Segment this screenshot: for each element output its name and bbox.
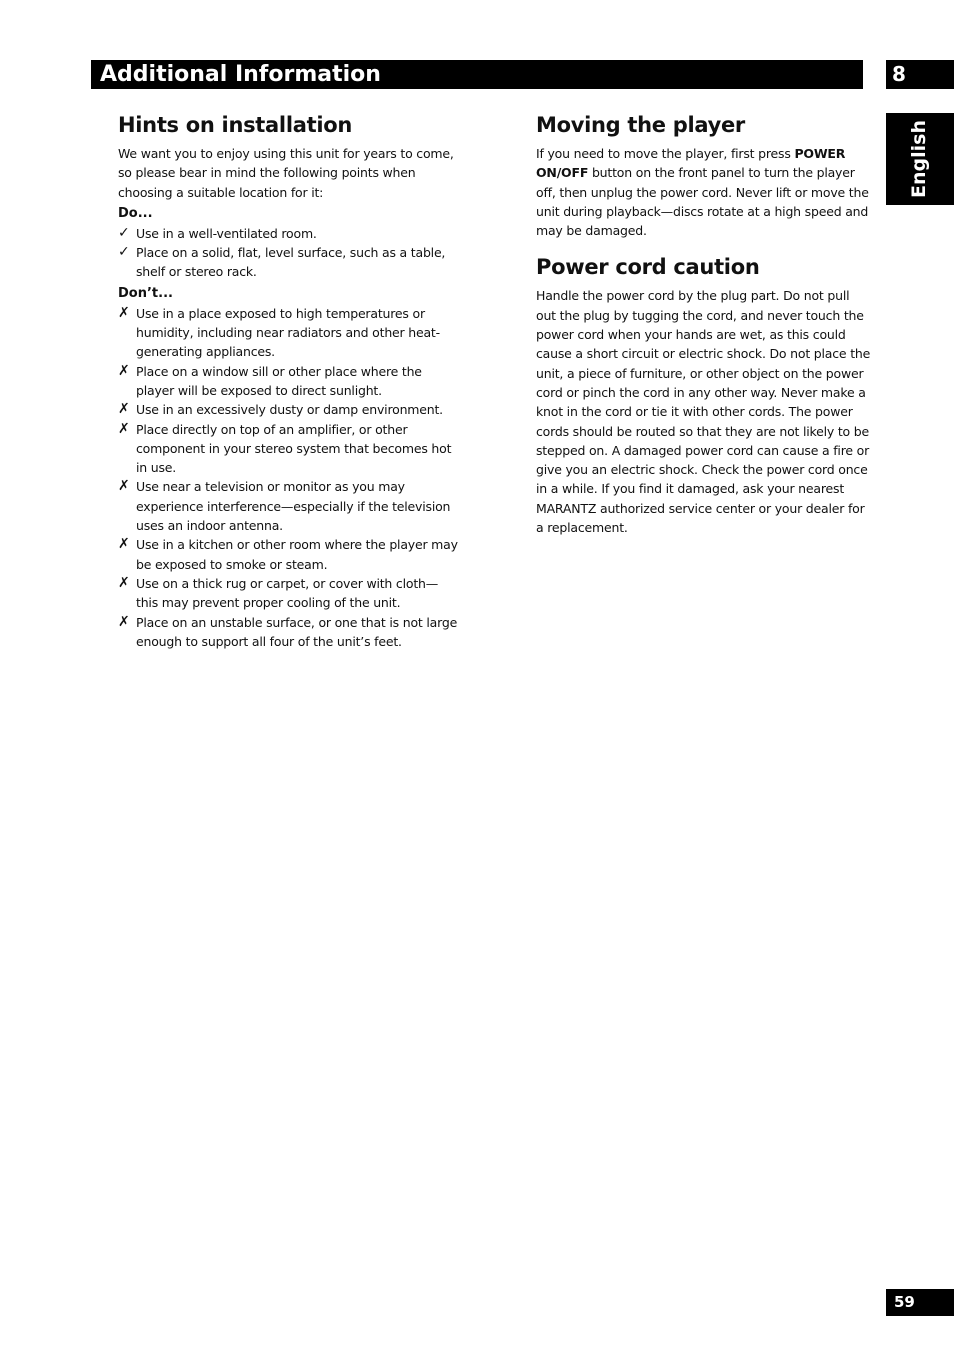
check-icon: ✓ [118,244,130,261]
cross-icon: ✗ [118,401,130,418]
list-item [118,224,458,243]
dont-item-text: Place on an unstable surface, or one that is not large enough to support all four of the unit’s feet. [136,614,458,649]
list-item [118,613,458,652]
dont-item-text: Use near a television or monitor as you may experience interference—especially if the television uses an indoor antenna. [136,479,451,534]
power-cord-text: Handle the power cord by the plug part. Do not pull out the plug by tugging the cord, and never touch the power cord when your hands are wet, as this could cause a short circuit or electric shock. Do not place the unit, a piece of furniture, or other object on the power cord or pinch the cord in any other way. Never make a knot in the cord or tie it with other cords. The power cords should be routed so that they are not likely to be stepped on. A damaged power cord can cause a fire or give you an electric shock. Check the power cord once in a while. If you find it damaged, ask your nearest MARANTZ authorized service center or your dealer for a replacement. [536,288,871,536]
section-header-bar [91,60,863,89]
list-item [118,362,458,401]
moving-text-after: button on the front panel to turn the player off, then unplug the power cord. Never lift or move the unit during playback—discs rotate at a high speed and may be damaged. [536,165,869,239]
cross-icon: ✗ [118,362,130,379]
moving-text [536,144,872,240]
hints-heading: Hints on installation [118,113,353,137]
list-item [118,304,458,362]
cross-icon: ✗ [118,536,130,553]
do-item-text: Use in a well-ventilated room. [136,225,317,241]
cross-icon: ✗ [118,478,130,495]
dont-label: Don’t... [118,285,173,301]
chapter-number: 8 [886,60,954,89]
language-label: English [908,120,930,198]
dont-item-text: Place on a window sill or other place where the player will be exposed to direct sunlight. [136,363,422,398]
dont-item-text: Place directly on top of an amplifier, or other component in your stereo system that becomes hot in use. [136,421,452,476]
cross-icon: ✗ [118,304,130,321]
power-cord-heading: Power cord caution [536,255,760,280]
do-label: Do... [118,205,153,221]
cross-icon: ✗ [118,574,130,591]
do-item-text: Place on a solid, flat, level surface, such as a table, shelf or stereo rack. [136,245,446,280]
list-item [118,420,458,478]
cross-icon: ✗ [118,613,130,630]
dont-item-text: Use in a place exposed to high temperatures or humidity, including near radiators and other heat-generating appliances. [136,305,440,360]
hints-intro: We want you to enjoy using this unit for years to come, so please bear in mind the following points when choosing a suitable location for it: [118,146,454,200]
page-number: 59 [886,1289,954,1316]
right-column [536,111,872,537]
list-item [118,574,458,613]
dont-item-text: Use on a thick rug or carpet, or cover with cloth—this may prevent proper cooling of the unit. [136,575,439,611]
cross-icon: ✗ [118,420,130,437]
list-item [118,400,458,419]
moving-text-before: If you need to move the player, first press [536,146,795,161]
section-title: Additional Information [100,62,381,87]
list-item [118,535,458,574]
dont-item-text: Use in an excessively dusty or damp environment. [136,402,443,418]
dont-item-text: Use in a kitchen or other room where the player may be exposed to smoke or steam. [136,537,458,572]
power-button-name: POWER ON/OFF [536,146,846,181]
list-item [118,477,458,535]
do-list [118,224,458,282]
dont-list [118,304,458,651]
list-item [118,243,458,282]
check-icon: ✓ [118,224,130,241]
language-tab [886,113,954,205]
moving-heading: Moving the player [536,113,745,137]
hints-column [118,111,458,651]
